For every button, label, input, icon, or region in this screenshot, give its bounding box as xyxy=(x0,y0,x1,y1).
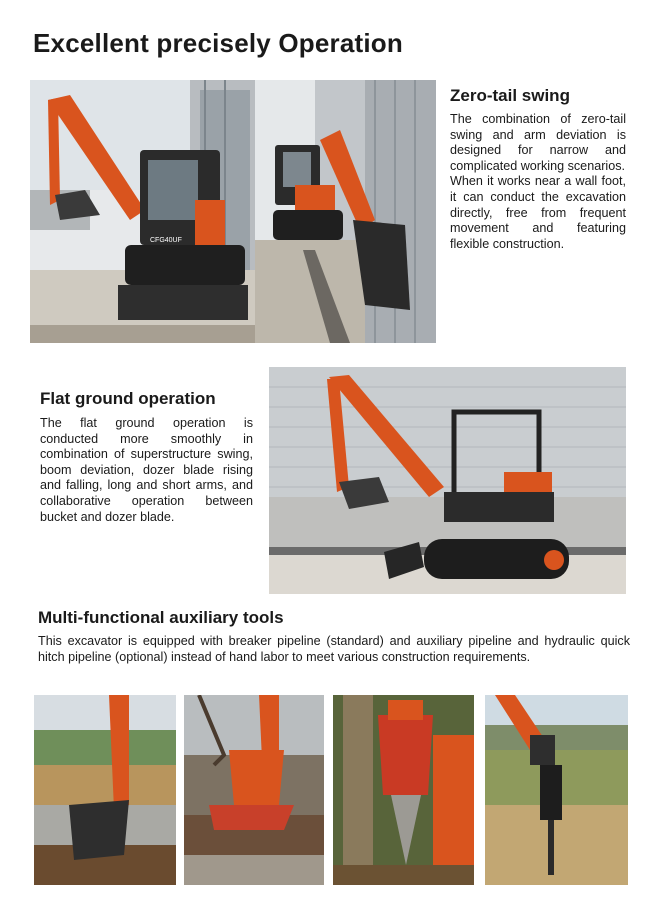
photo-tool-grapple xyxy=(184,695,324,885)
excavator-wall-image xyxy=(255,80,436,343)
auxiliary-tools-description xyxy=(38,634,630,665)
zero-tail-paragraph-1: The combination of zero-tail swing and arm deviation is designed for narrow and complicated working scenarios. xyxy=(450,112,626,173)
photo-tool-auger xyxy=(485,695,628,885)
flat-ground-paragraph: The flat ground operation is conducted more smoothly in combination of superstructure swing, boom deviation, dozer blade rising and falling, long and short arms, and collaborative operation between bucket and dozer blade. xyxy=(40,416,253,524)
model-decal: CFG40UF xyxy=(150,237,182,244)
excavator-side-image xyxy=(269,367,626,594)
heading-zero-tail-swing: Zero-tail swing xyxy=(450,86,570,105)
bucket-tool-image xyxy=(34,695,176,885)
photo-tool-bucket xyxy=(34,695,176,885)
heading-auxiliary-tools: Multi-functional auxiliary tools xyxy=(38,608,284,627)
zero-tail-description xyxy=(450,112,626,252)
auxiliary-tools-paragraph: This excavator is equipped with breaker pipeline (standard) and auxiliary pipeline and hydraulic quick hitch pipeline (optional) instead of hand labor to meet various construction requirements. xyxy=(38,634,630,664)
photo-zero-tail-wall xyxy=(255,80,436,343)
zero-tail-paragraph-2: When it works near a wall foot, it can conduct the excavation directly, free from frequent movement and featuring flexible construction. xyxy=(450,174,626,251)
heading-flat-ground: Flat ground operation xyxy=(40,389,216,408)
wood-splitter-image xyxy=(333,695,474,885)
flat-ground-description xyxy=(40,416,253,525)
photo-flat-ground xyxy=(269,367,626,594)
excavator-front-image xyxy=(30,80,255,343)
grapple-tool-image xyxy=(184,695,324,885)
photo-zero-tail-front xyxy=(30,80,255,343)
page-title: Excellent precisely Operation xyxy=(33,28,403,58)
auger-tool-image xyxy=(485,695,628,885)
photo-tool-splitter xyxy=(333,695,474,885)
